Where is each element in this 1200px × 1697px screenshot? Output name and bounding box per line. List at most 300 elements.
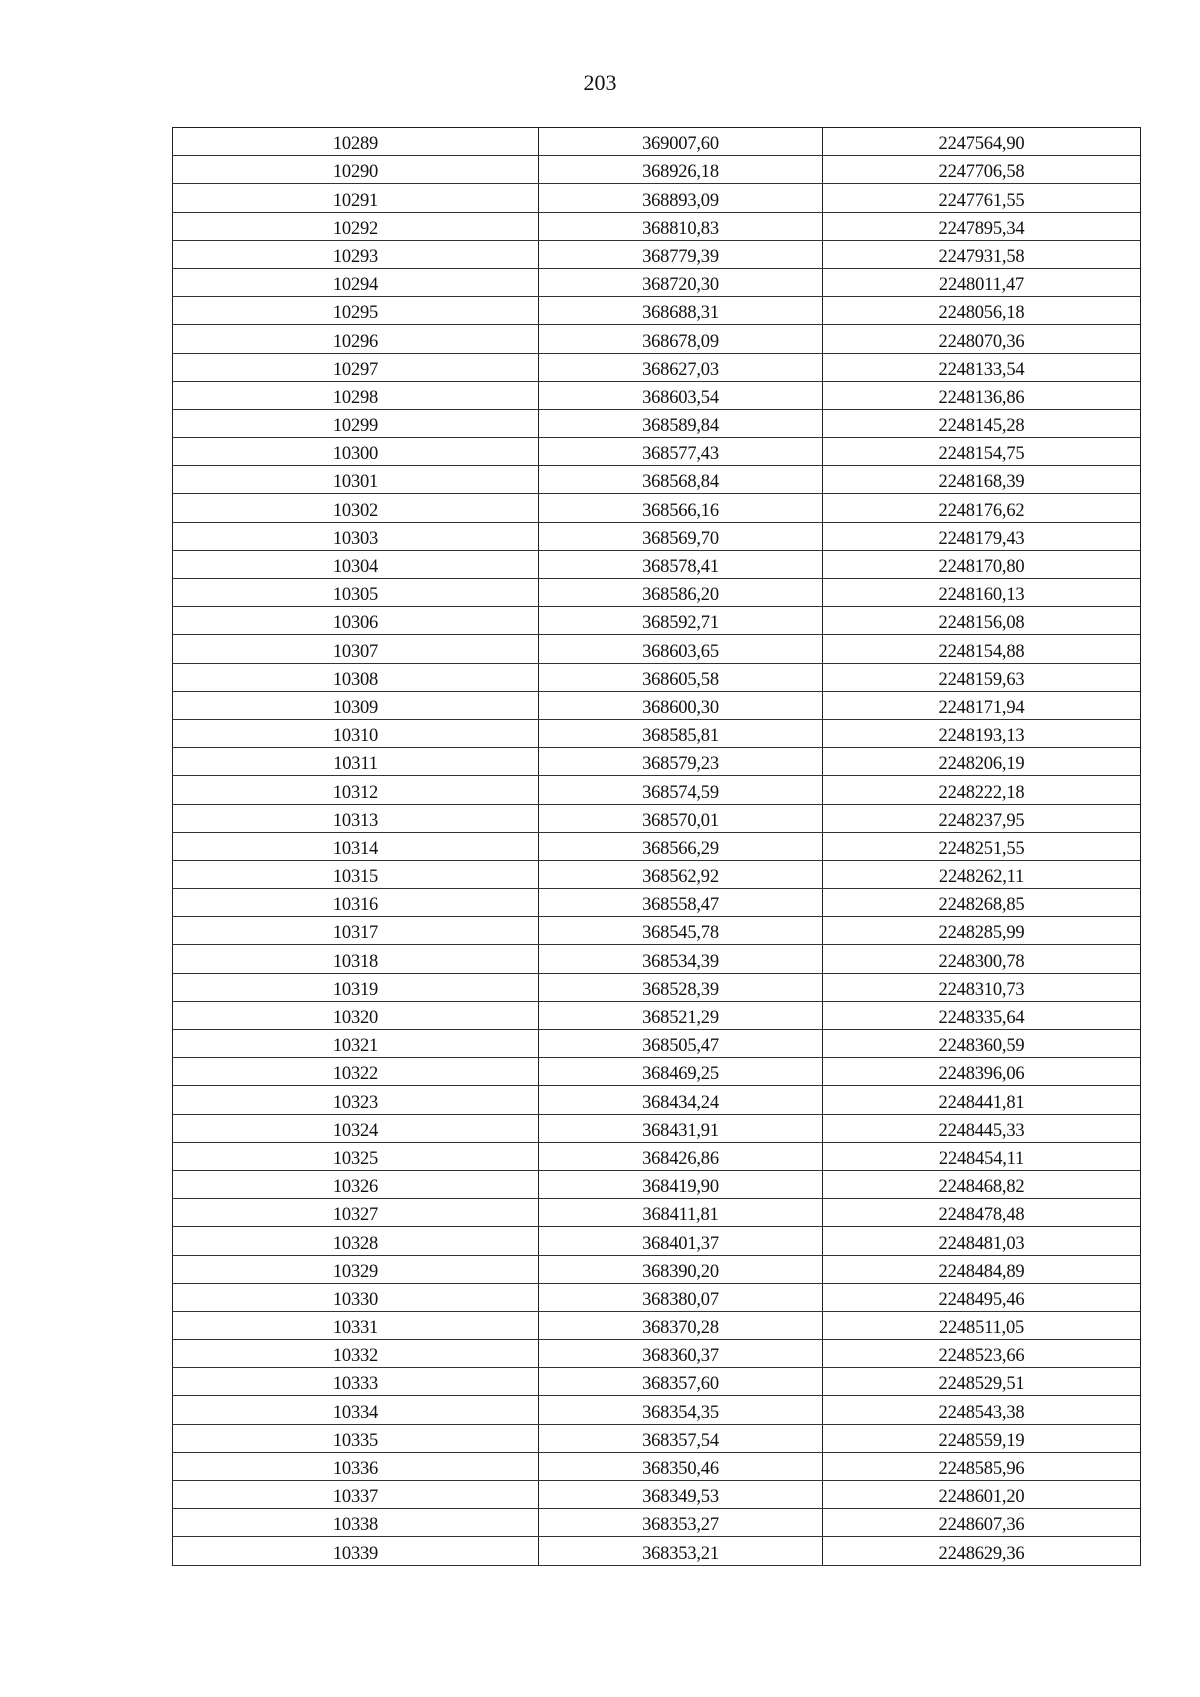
point-number-cell: [173, 579, 539, 607]
table-row: [173, 466, 1141, 494]
table-row: [173, 1452, 1141, 1480]
cell-value: 2248268,85: [938, 895, 1025, 916]
point-number-cell: [173, 353, 539, 381]
cell-value: 10291: [332, 190, 379, 211]
y-coordinate-cell: [823, 804, 1141, 832]
cell-value: 10329: [332, 1261, 379, 1282]
cell-value: 2248237,95: [938, 810, 1025, 831]
cell-value: 10338: [332, 1515, 379, 1536]
cell-value: 368592,71: [642, 613, 719, 634]
point-number-cell: [173, 494, 539, 522]
y-coordinate-cell: [823, 409, 1141, 437]
table-row: [173, 1227, 1141, 1255]
point-number-cell: [173, 1283, 539, 1311]
cell-value: 368434,24: [642, 1092, 719, 1113]
table-row: [173, 1058, 1141, 1086]
cell-value: 368426,86: [642, 1148, 719, 1169]
cell-value: 2248300,78: [938, 951, 1025, 972]
y-coordinate-cell: [823, 776, 1141, 804]
y-coordinate-cell: [823, 1452, 1141, 1480]
cell-value: 10331: [332, 1318, 379, 1339]
cell-value: 368390,20: [642, 1261, 719, 1282]
y-coordinate-cell: [823, 748, 1141, 776]
x-coordinate-cell: [539, 1311, 823, 1339]
cell-value: 2248629,36: [938, 1543, 1025, 1564]
point-number-cell: [173, 297, 539, 325]
cell-value: 2247931,58: [938, 246, 1025, 267]
cell-value: 10303: [332, 528, 379, 549]
x-coordinate-cell: [539, 522, 823, 550]
cell-value: 2248154,88: [938, 641, 1025, 662]
point-number-cell: [173, 438, 539, 466]
x-coordinate-cell: [539, 832, 823, 860]
y-coordinate-cell: [823, 1001, 1141, 1029]
cell-value: 368534,39: [642, 951, 719, 972]
table-row: [173, 297, 1141, 325]
cell-value: 10298: [332, 387, 379, 408]
x-coordinate-cell: [539, 1340, 823, 1368]
table-row: [173, 212, 1141, 240]
cell-value: 368349,53: [642, 1487, 719, 1508]
point-number-cell: [173, 1030, 539, 1058]
cell-value: 2248171,94: [938, 697, 1025, 718]
cell-value: 10305: [332, 585, 379, 606]
cell-value: 10306: [332, 613, 379, 634]
y-coordinate-cell: [823, 832, 1141, 860]
y-coordinate-cell: [823, 438, 1141, 466]
table-row: [173, 1311, 1141, 1339]
cell-value: 2248145,28: [938, 416, 1025, 437]
cell-value: 2248441,81: [938, 1092, 1025, 1113]
x-coordinate-cell: [539, 1481, 823, 1509]
point-number-cell: [173, 1058, 539, 1086]
table-row: [173, 1537, 1141, 1565]
point-number-cell: [173, 1227, 539, 1255]
table-row: [173, 776, 1141, 804]
point-number-cell: [173, 1537, 539, 1565]
cell-value: 10334: [332, 1402, 379, 1423]
cell-value: 2248310,73: [938, 979, 1025, 1000]
cell-value: 2248478,48: [938, 1205, 1025, 1226]
cell-value: 368469,25: [642, 1064, 719, 1085]
coordinates-table-body: [173, 128, 1141, 1566]
x-coordinate-cell: [539, 607, 823, 635]
cell-value: 2247895,34: [938, 218, 1025, 239]
cell-value: 368360,37: [642, 1346, 719, 1367]
cell-value: 10310: [332, 726, 379, 747]
x-coordinate-cell: [539, 691, 823, 719]
cell-value: 368574,59: [642, 782, 719, 803]
cell-value: 10316: [332, 895, 379, 916]
cell-value: 10339: [332, 1543, 379, 1564]
y-coordinate-cell: [823, 184, 1141, 212]
point-number-cell: [173, 1086, 539, 1114]
point-number-cell: [173, 466, 539, 494]
cell-value: 368505,47: [642, 1036, 719, 1057]
y-coordinate-cell: [823, 325, 1141, 353]
table-row: [173, 1340, 1141, 1368]
cell-value: 2248495,46: [938, 1289, 1025, 1310]
cell-value: 368380,07: [642, 1289, 719, 1310]
table-row: [173, 1509, 1141, 1537]
cell-value: 2248484,89: [938, 1261, 1025, 1282]
cell-value: 10318: [332, 951, 379, 972]
table-row: [173, 1199, 1141, 1227]
point-number-cell: [173, 1199, 539, 1227]
x-coordinate-cell: [539, 1283, 823, 1311]
y-coordinate-cell: [823, 1537, 1141, 1565]
cell-value: 2248056,18: [938, 303, 1025, 324]
x-coordinate-cell: [539, 1001, 823, 1029]
cell-value: 10299: [332, 416, 379, 437]
x-coordinate-cell: [539, 353, 823, 381]
cell-value: 2248529,51: [938, 1374, 1025, 1395]
cell-value: 368678,09: [642, 331, 719, 352]
cell-value: 2248136,86: [938, 387, 1025, 408]
table-row: [173, 184, 1141, 212]
cell-value: 368569,70: [642, 528, 719, 549]
point-number-cell: [173, 156, 539, 184]
cell-value: 368558,47: [642, 895, 719, 916]
point-number-cell: [173, 1255, 539, 1283]
cell-value: 10336: [332, 1459, 379, 1479]
x-coordinate-cell: [539, 1142, 823, 1170]
point-number-cell: [173, 804, 539, 832]
table-row: [173, 550, 1141, 578]
cell-value: 10307: [332, 641, 379, 662]
table-row: [173, 1170, 1141, 1198]
cell-value: 2248523,66: [938, 1346, 1025, 1367]
x-coordinate-cell: [539, 776, 823, 804]
cell-value: 368779,39: [642, 246, 719, 267]
table-row: [173, 719, 1141, 747]
point-number-cell: [173, 832, 539, 860]
y-coordinate-cell: [823, 1227, 1141, 1255]
y-coordinate-cell: [823, 1509, 1141, 1537]
table-row: [173, 522, 1141, 550]
cell-value: 2247761,55: [938, 190, 1025, 211]
x-coordinate-cell: [539, 945, 823, 973]
cell-value: 368411,81: [642, 1205, 719, 1226]
y-coordinate-cell: [823, 1340, 1141, 1368]
cell-value: 368568,84: [642, 472, 719, 493]
cell-value: 10335: [332, 1430, 379, 1451]
table-row: [173, 1001, 1141, 1029]
cell-value: 2248170,80: [938, 557, 1025, 577]
y-coordinate-cell: [823, 1199, 1141, 1227]
y-coordinate-cell: [823, 635, 1141, 663]
y-coordinate-cell: [823, 466, 1141, 494]
cell-value: 2248543,38: [938, 1402, 1025, 1423]
cell-value: 10337: [332, 1487, 379, 1508]
cell-value: 2248511,05: [938, 1318, 1025, 1339]
x-coordinate-cell: [539, 268, 823, 296]
cell-value: 368401,37: [642, 1233, 719, 1254]
x-coordinate-cell: [539, 1537, 823, 1565]
cell-value: 10324: [332, 1120, 379, 1141]
table-row: [173, 325, 1141, 353]
cell-value: 10290: [332, 162, 379, 183]
point-number-cell: [173, 860, 539, 888]
point-number-cell: [173, 748, 539, 776]
y-coordinate-cell: [823, 917, 1141, 945]
table-row: [173, 889, 1141, 917]
cell-value: 2248468,82: [938, 1177, 1025, 1198]
x-coordinate-cell: [539, 128, 823, 156]
cell-value: 10319: [332, 979, 379, 1000]
y-coordinate-cell: [823, 353, 1141, 381]
table-row: [173, 1283, 1141, 1311]
table-row: [173, 1396, 1141, 1424]
point-number-cell: [173, 1170, 539, 1198]
point-number-cell: [173, 719, 539, 747]
cell-value: 368600,30: [642, 697, 719, 718]
cell-value: 10311: [333, 754, 378, 775]
table-row: [173, 945, 1141, 973]
cell-value: 368353,27: [642, 1515, 719, 1536]
cell-value: 10328: [332, 1233, 379, 1254]
cell-value: 10300: [332, 444, 379, 465]
cell-value: 368566,16: [642, 500, 719, 521]
cell-value: 368586,20: [642, 585, 719, 606]
cell-value: 368357,54: [642, 1430, 719, 1451]
x-coordinate-cell: [539, 1396, 823, 1424]
y-coordinate-cell: [823, 1170, 1141, 1198]
cell-value: 368893,09: [642, 190, 719, 211]
y-coordinate-cell: [823, 691, 1141, 719]
table-row: [173, 973, 1141, 1001]
cell-value: 10320: [332, 1008, 379, 1028]
cell-value: 2248559,19: [938, 1430, 1025, 1451]
cell-value: 368589,84: [642, 416, 719, 437]
point-number-cell: [173, 1396, 539, 1424]
y-coordinate-cell: [823, 1481, 1141, 1509]
cell-value: 368357,60: [642, 1374, 719, 1395]
cell-value: 2248335,64: [938, 1008, 1025, 1028]
table-row: [173, 240, 1141, 268]
cell-value: 368578,41: [642, 557, 719, 577]
cell-value: 2248251,55: [938, 838, 1025, 859]
table-row: [173, 748, 1141, 776]
x-coordinate-cell: [539, 212, 823, 240]
point-number-cell: [173, 550, 539, 578]
cell-value: 369007,60: [642, 134, 719, 155]
table-row: [173, 381, 1141, 409]
point-number-cell: [173, 973, 539, 1001]
cell-value: 2248168,39: [938, 472, 1025, 493]
cell-value: 10325: [332, 1148, 379, 1169]
cell-value: 368720,30: [642, 275, 719, 296]
y-coordinate-cell: [823, 1396, 1141, 1424]
cell-value: 368810,83: [642, 218, 719, 239]
cell-value: 368521,29: [642, 1008, 719, 1028]
y-coordinate-cell: [823, 381, 1141, 409]
cell-value: 2248445,33: [938, 1120, 1025, 1141]
x-coordinate-cell: [539, 1368, 823, 1396]
x-coordinate-cell: [539, 889, 823, 917]
point-number-cell: [173, 381, 539, 409]
x-coordinate-cell: [539, 297, 823, 325]
table-row: [173, 579, 1141, 607]
table-row: [173, 438, 1141, 466]
y-coordinate-cell: [823, 522, 1141, 550]
cell-value: 2248070,36: [938, 331, 1025, 352]
x-coordinate-cell: [539, 494, 823, 522]
table-row: [173, 409, 1141, 437]
coordinates-table: [172, 127, 1141, 1566]
cell-value: 368579,23: [642, 754, 719, 775]
y-coordinate-cell: [823, 297, 1141, 325]
cell-value: 10330: [332, 1289, 379, 1310]
cell-value: 2248176,62: [938, 500, 1025, 521]
cell-value: 10323: [332, 1092, 379, 1113]
y-coordinate-cell: [823, 889, 1141, 917]
cell-value: 368562,92: [642, 867, 719, 888]
table-row: [173, 494, 1141, 522]
point-number-cell: [173, 1001, 539, 1029]
cell-value: 2248285,99: [938, 923, 1025, 944]
x-coordinate-cell: [539, 1452, 823, 1480]
y-coordinate-cell: [823, 607, 1141, 635]
table-row: [173, 663, 1141, 691]
table-row: [173, 1086, 1141, 1114]
y-coordinate-cell: [823, 579, 1141, 607]
cell-value: 368545,78: [642, 923, 719, 944]
cell-value: 2248607,36: [938, 1515, 1025, 1536]
cell-value: 10326: [332, 1177, 379, 1198]
cell-value: 10313: [332, 810, 379, 831]
x-coordinate-cell: [539, 860, 823, 888]
x-coordinate-cell: [539, 1058, 823, 1086]
cell-value: 368566,29: [642, 838, 719, 859]
x-coordinate-cell: [539, 1086, 823, 1114]
y-coordinate-cell: [823, 663, 1141, 691]
cell-value: 368354,35: [642, 1402, 719, 1423]
x-coordinate-cell: [539, 663, 823, 691]
cell-value: 368603,65: [642, 641, 719, 662]
cell-value: 368577,43: [642, 444, 719, 465]
x-coordinate-cell: [539, 635, 823, 663]
cell-value: 10327: [332, 1205, 379, 1226]
cell-value: 2248206,19: [938, 754, 1025, 775]
cell-value: 2248133,54: [938, 359, 1025, 380]
cell-value: 368585,81: [642, 726, 719, 747]
x-coordinate-cell: [539, 917, 823, 945]
cell-value: 10294: [332, 275, 379, 296]
cell-value: 2248585,96: [938, 1459, 1025, 1479]
cell-value: 368419,90: [642, 1177, 719, 1198]
point-number-cell: [173, 240, 539, 268]
cell-value: 10292: [332, 218, 379, 239]
x-coordinate-cell: [539, 409, 823, 437]
cell-value: 2248160,13: [938, 585, 1025, 606]
x-coordinate-cell: [539, 381, 823, 409]
point-number-cell: [173, 691, 539, 719]
table-row: [173, 832, 1141, 860]
point-number-cell: [173, 917, 539, 945]
y-coordinate-cell: [823, 1142, 1141, 1170]
cell-value: 2248179,43: [938, 528, 1025, 549]
y-coordinate-cell: [823, 1086, 1141, 1114]
x-coordinate-cell: [539, 550, 823, 578]
cell-value: 368688,31: [642, 303, 719, 324]
cell-value: 368528,39: [642, 979, 719, 1000]
table-row: [173, 1368, 1141, 1396]
cell-value: 10297: [332, 359, 379, 380]
point-number-cell: [173, 1509, 539, 1537]
cell-value: 368431,91: [642, 1120, 719, 1141]
cell-value: 10302: [332, 500, 379, 521]
point-number-cell: [173, 1368, 539, 1396]
x-coordinate-cell: [539, 1424, 823, 1452]
cell-value: 10333: [332, 1374, 379, 1395]
x-coordinate-cell: [539, 1509, 823, 1537]
point-number-cell: [173, 1424, 539, 1452]
cell-value: 10322: [332, 1064, 379, 1085]
point-number-cell: [173, 212, 539, 240]
cell-value: 10301: [332, 472, 379, 493]
y-coordinate-cell: [823, 550, 1141, 578]
point-number-cell: [173, 1142, 539, 1170]
table-row: [173, 268, 1141, 296]
cell-value: 368627,03: [642, 359, 719, 380]
cell-value: 2248154,75: [938, 444, 1025, 465]
y-coordinate-cell: [823, 1424, 1141, 1452]
point-number-cell: [173, 889, 539, 917]
cell-value: 2248396,06: [938, 1064, 1025, 1085]
table-row: [173, 607, 1141, 635]
table-row: [173, 1255, 1141, 1283]
point-number-cell: [173, 1114, 539, 1142]
y-coordinate-cell: [823, 212, 1141, 240]
point-number-cell: [173, 184, 539, 212]
y-coordinate-cell: [823, 494, 1141, 522]
cell-value: 10309: [332, 697, 379, 718]
page-number: 203: [583, 70, 617, 95]
cell-value: 368603,54: [642, 387, 719, 408]
cell-value: 10293: [332, 246, 379, 267]
cell-value: 10304: [332, 557, 379, 577]
y-coordinate-cell: [823, 973, 1141, 1001]
table-row: [173, 1481, 1141, 1509]
table-row: [173, 353, 1141, 381]
table-row: [173, 691, 1141, 719]
x-coordinate-cell: [539, 466, 823, 494]
cell-value: 368370,28: [642, 1318, 719, 1339]
point-number-cell: [173, 635, 539, 663]
cell-value: 2248156,08: [938, 613, 1025, 634]
point-number-cell: [173, 1452, 539, 1480]
x-coordinate-cell: [539, 748, 823, 776]
y-coordinate-cell: [823, 719, 1141, 747]
table-row: [173, 156, 1141, 184]
x-coordinate-cell: [539, 184, 823, 212]
cell-value: 2248454,11: [938, 1148, 1025, 1169]
x-coordinate-cell: [539, 1255, 823, 1283]
y-coordinate-cell: [823, 128, 1141, 156]
x-coordinate-cell: [539, 1199, 823, 1227]
table-row: [173, 1142, 1141, 1170]
y-coordinate-cell: [823, 1030, 1141, 1058]
y-coordinate-cell: [823, 1283, 1141, 1311]
y-coordinate-cell: [823, 240, 1141, 268]
cell-value: 10295: [332, 303, 379, 324]
cell-value: 2248011,47: [938, 275, 1025, 296]
x-coordinate-cell: [539, 240, 823, 268]
y-coordinate-cell: [823, 1255, 1141, 1283]
point-number-cell: [173, 1311, 539, 1339]
table-row: [173, 804, 1141, 832]
